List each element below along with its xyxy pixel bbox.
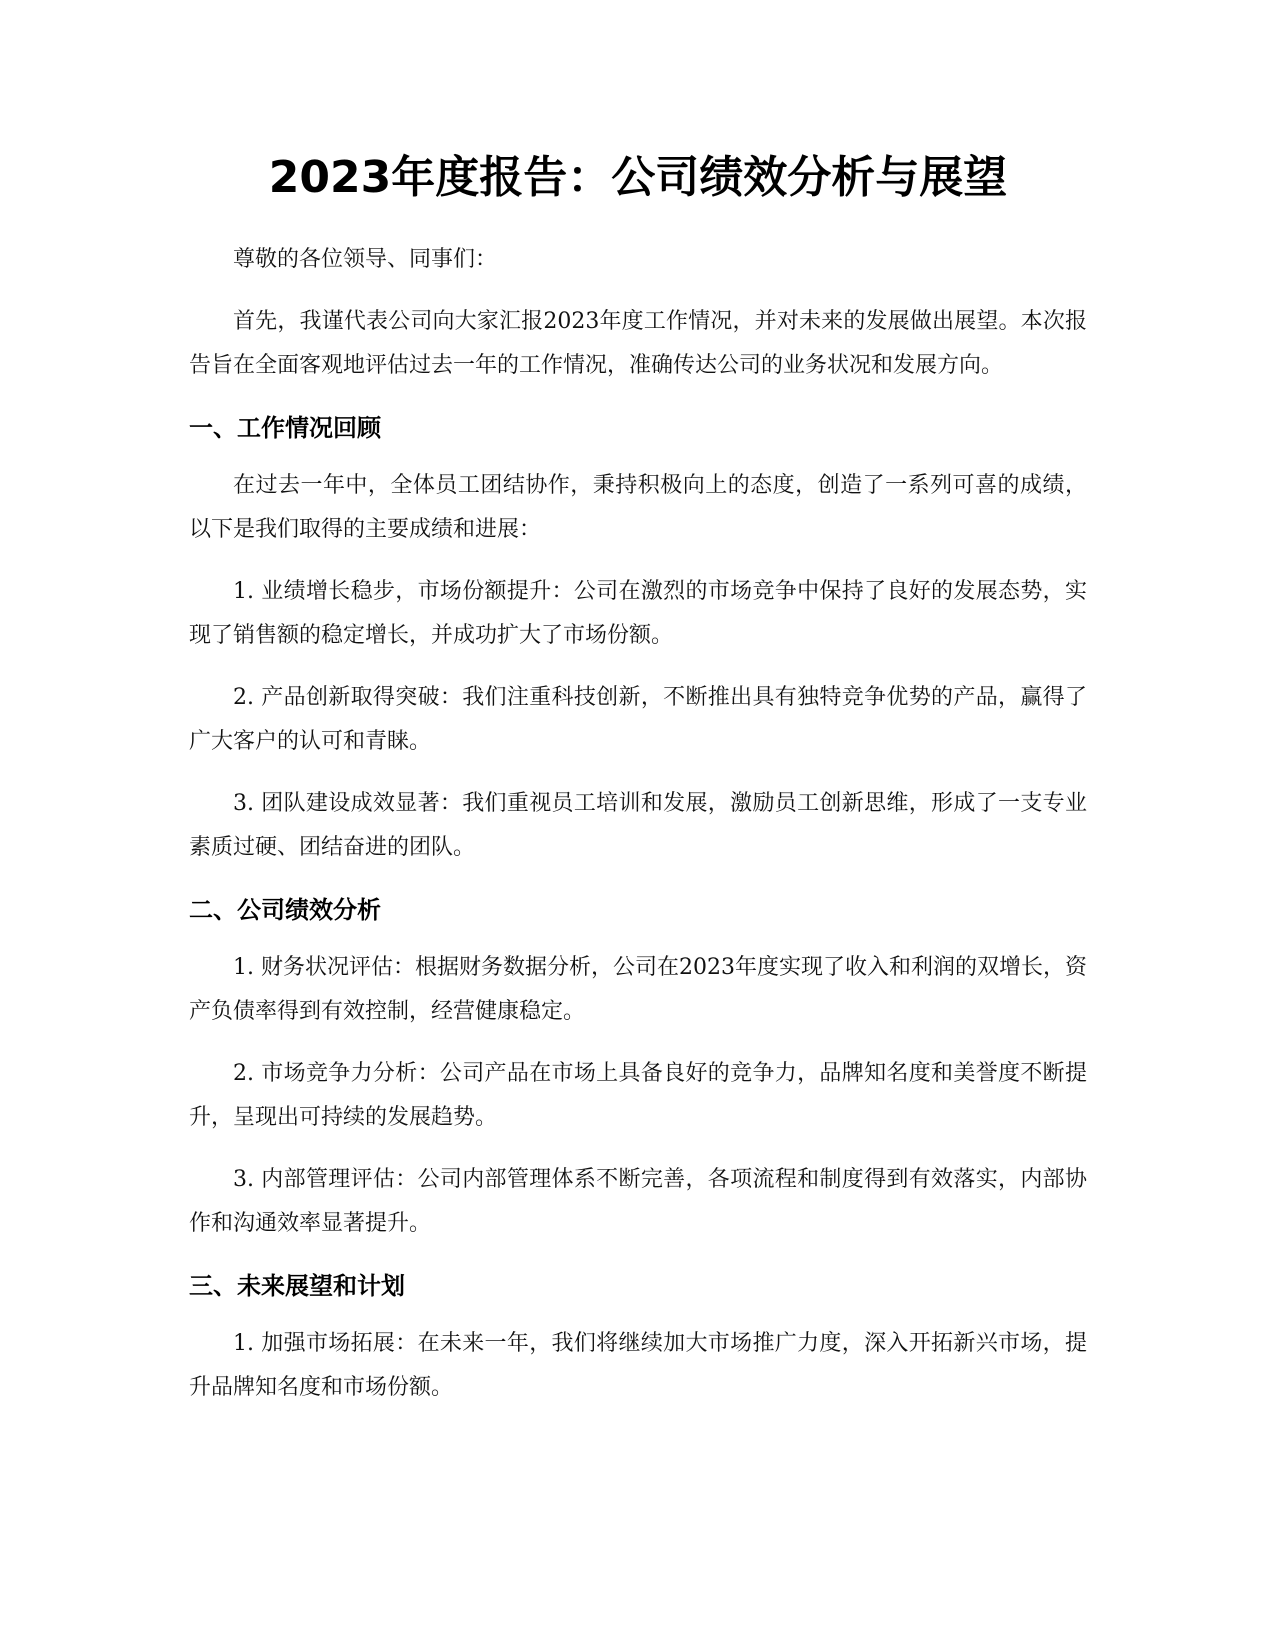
outlook-item-1: 1. 加强市场拓展：在未来一年，我们将继续加大市场推广力度，深入开拓新兴市场，提升品牌知名度和市场份额。 [189,1331,1087,1400]
section-heading-outlook: 三、未来展望和计划 [189,1272,405,1300]
review-item-1: 1. 业绩增长稳步，市场份额提升：公司在激烈的市场竞争中保持了良好的发展态势，实现了销售额的稳定增长，并成功扩大了市场份额。 [189,579,1087,648]
review-item-2: 2. 产品创新取得突破：我们注重科技创新，不断推出具有独特竞争优势的产品，赢得了广大客户的认可和青睐。 [189,685,1087,754]
document-title: 2023年度报告：公司绩效分析与展望 [268,152,1008,203]
section-heading-performance: 二、公司绩效分析 [189,896,381,924]
greeting: 尊敬的各位领导、同事们： [233,247,498,272]
performance-item-3: 3. 内部管理评估：公司内部管理体系不断完善，各项流程和制度得到有效落实，内部协作和沟通效率显著提升。 [189,1167,1087,1236]
intro-paragraph: 首先，我谨代表公司向大家汇报2023年度工作情况，并对未来的发展做出展望。本次报告旨在全面客观地评估过去一年的工作情况，准确传达公司的业务状况和发展方向。 [189,309,1087,378]
document-body [189,148,1087,1428]
review-paragraph: 在过去一年中，全体员工团结协作，秉持积极向上的态度，创造了一系列可喜的成绩，以下是我们取得的主要成绩和进展： [189,473,1087,542]
section-heading-review: 一、工作情况回顾 [189,414,381,442]
performance-item-2: 2. 市场竞争力分析：公司产品在市场上具备良好的竞争力，品牌知名度和美誉度不断提升，呈现出可持续的发展趋势。 [189,1061,1087,1130]
review-item-3: 3. 团队建设成效显著：我们重视员工培训和发展，激励员工创新思维，形成了一支专业素质过硬、团结奋进的团队。 [189,791,1087,860]
performance-item-1: 1. 财务状况评估：根据财务数据分析，公司在2023年度实现了收入和利润的双增长，资产负债率得到有效控制，经营健康稳定。 [189,955,1087,1024]
